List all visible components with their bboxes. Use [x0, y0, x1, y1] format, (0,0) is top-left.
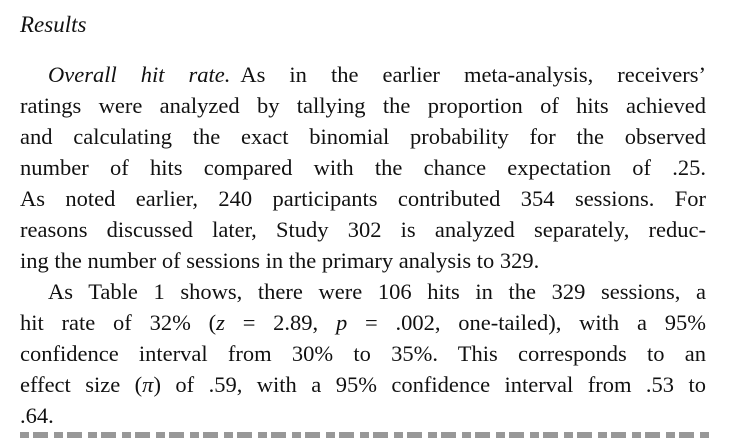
- text-run: hit rate of 32% (: [20, 310, 217, 335]
- paragraph-line: number of hits compared with the chance expectation of .25.: [20, 155, 706, 180]
- paragraph-line: [48, 60, 706, 90]
- paragraph-line: .64.: [20, 403, 54, 428]
- text-run: = .002, one-tailed), with a 95%: [347, 310, 706, 335]
- text-run: ) of .59, with a 95% confidence interval from .53 to: [153, 372, 706, 397]
- text-run: effect size (: [20, 372, 143, 397]
- paragraph-line: [20, 370, 706, 400]
- stat-symbol-z: z: [216, 310, 225, 335]
- paragraph-line: and calculating the exact binomial probability for the observed: [20, 124, 706, 149]
- section-heading: Results: [20, 12, 87, 37]
- paragraph-line: reasons discussed later, Study 302 is analyzed separately, reduc-: [20, 217, 706, 242]
- paragraph-line: ing the number of sessions in the primary analysis to 329.: [20, 248, 540, 273]
- paragraph-text: As in the earlier meta-analysis, receivers’: [240, 62, 706, 87]
- clipped-next-line: [20, 428, 710, 438]
- paragraph-line: [20, 308, 706, 338]
- text-run: = 2.89,: [224, 310, 336, 335]
- paragraph-line: As noted earlier, 240 participants contributed 354 sessions. For: [20, 186, 706, 211]
- paragraph-line: confidence interval from 30% to 35%. This corresponds to an: [20, 341, 706, 366]
- paragraph-line: ratings were analyzed by tallying the proportion of hits achieved: [20, 93, 706, 118]
- paragraph-line: As Table 1 shows, there were 106 hits in the 329 sessions, a: [48, 279, 706, 304]
- stat-symbol-pi: π: [142, 372, 154, 397]
- stat-symbol-p: p: [335, 310, 348, 335]
- runin-heading: Overall hit rate.: [48, 62, 231, 87]
